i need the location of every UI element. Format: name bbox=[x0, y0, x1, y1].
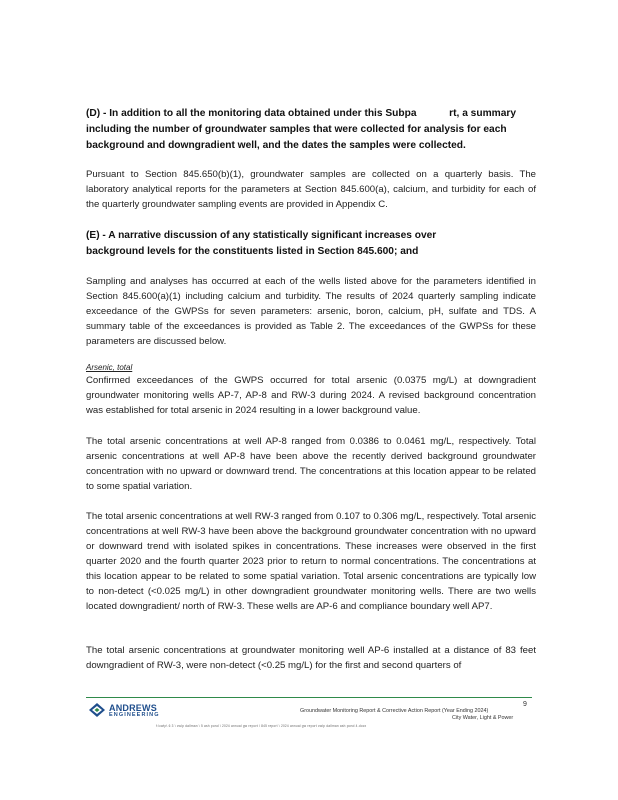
report-title: Groundwater Monitoring Report & Corrective Action Report (Year Ending 2024) bbox=[300, 708, 489, 714]
section-e-heading: (E) - A narrative discussion of any statistically significant increases over background levels for the constituents listed in Section 845.600; and bbox=[86, 230, 437, 257]
section-d-body: Pursuant to Section 845.650(b)(1), groundwater samples are collected on a quarterly basis. The laboratory analytical reports for the parameters at Section 845.600(a), calcium, and turbidity for each of the quarterly groundwater sampling events are provided in Appendix C. bbox=[86, 169, 536, 210]
arsenic-paragraph-1: Confirmed exceedances of the GWPS occurred for total arsenic (0.0375 mg/L) at downgradient groundwater monitoring wells AP-7, AP-8 and RW-3 during 2024. A revised background concentration was established for total arsenic in 2024 resulting in a lower background value. bbox=[86, 375, 536, 416]
arsenic-paragraph-3: The total arsenic concentrations at well RW-3 ranged from 0.107 to 0.306 mg/L, respectively. Total arsenic concentrations at well RW-3 have been above the background groundwater concentration with no upward or downward trend with isolated spikes in concentrations. These increases were observed in the first quarter 2020 and the fourth quarter 2023 prior to return to normal concentrations. The concentrations at this location appear to be related to some spatial variation. Total arsenic concentrations are typically low to non-detect (<0.025 mg/L) in other downgradient groundwater monitoring wells. There are two wells located downgradient/ north of RW-3. These wells are AP-6 and compliance boundary well AP7. bbox=[86, 511, 536, 612]
section-d-heading-main: (D) - In addition to all the monitoring data obtained under this Subpa bbox=[86, 108, 417, 119]
logo-name: ANDREWS bbox=[109, 703, 157, 713]
arsenic-subheading: Arsenic, total bbox=[86, 363, 133, 372]
section-d-heading bbox=[86, 106, 536, 154]
section-d-heading-tail: rt, a summary bbox=[449, 108, 516, 119]
file-path: f:\cwlp\ 6 3 \ cwlp dallman \ 5 ash pond \ 2024 annual gw report \ 845 report \ 2024 annual gw report cwlp dallman ash pond 4.docx bbox=[156, 724, 367, 728]
footer-rule bbox=[86, 697, 532, 698]
client-name: City Water, Light & Power bbox=[452, 715, 514, 721]
logo-mark-icon bbox=[88, 702, 106, 718]
page-number: 9 bbox=[523, 701, 527, 708]
section-e-body: Sampling and analyses has occurred at each of the wells listed above for the parameters identified in Section 845.600(a)(1) including calcium and turbidity. The results of 2024 quarterly sampling indicate exceedance of the GWPSs for seven parameters: arsenic, boron, calcium, pH, sulfate and TDS. A summary table of the exceedances is provided as Table 2. The exceedances of the GWPSs for these parameters are discussed below. bbox=[86, 276, 536, 347]
section-d-heading-cont: including the number of groundwater samples that were collected for analysis for each background and downgradient well, and the dates the samples were collected. bbox=[86, 124, 507, 151]
logo-sub: ENGINEERING bbox=[109, 712, 160, 718]
arsenic-paragraph-4: The total arsenic concentrations at groundwater monitoring well AP-6 installed at a distance of 83 feet downgradient of RW-3, were non-detect (<0.25 mg/L) for the first and second quarters of bbox=[86, 645, 536, 671]
arsenic-paragraph-2: The total arsenic concentrations at well AP-8 ranged from 0.0386 to 0.0461 mg/L, respectively. Total arsenic concentrations at well AP-8 have been above the recently derived background groundwater concentration with no upward or downward trend. The concentrations at this location appear to be related to some spatial variation. bbox=[86, 436, 536, 492]
andrews-logo bbox=[88, 702, 168, 720]
